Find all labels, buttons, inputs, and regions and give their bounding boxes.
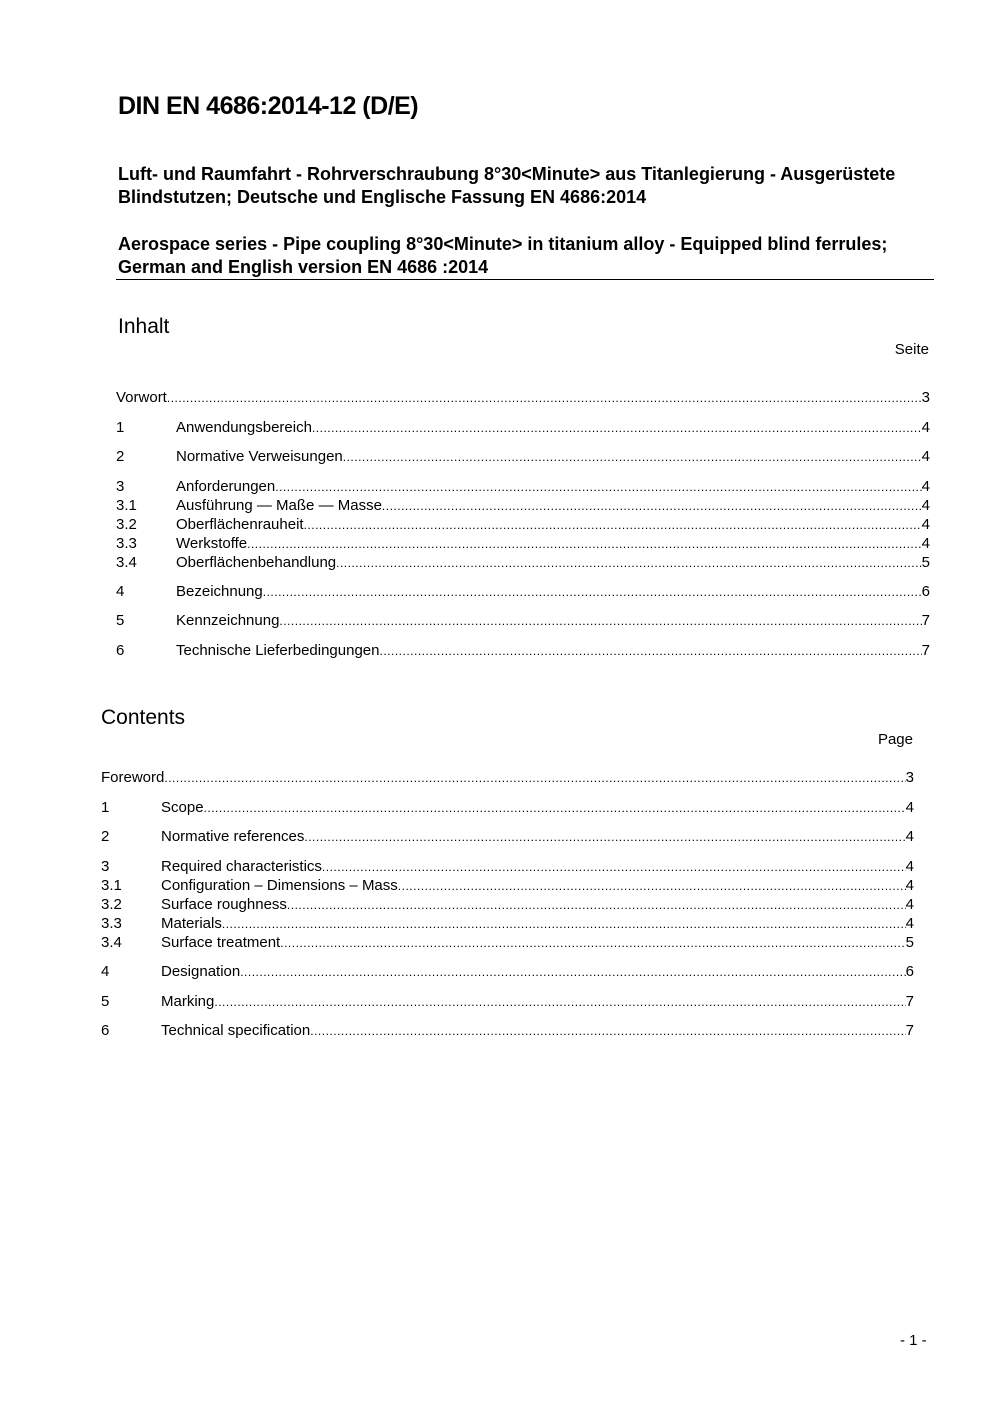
toc-entry-title: Technische Lieferbedingungen xyxy=(176,642,380,659)
toc-entry-title: Surface roughness xyxy=(161,896,287,913)
toc-entry-page: 7 xyxy=(905,993,914,1010)
toc-entry-title: Normative references xyxy=(161,828,305,845)
toc-entry-title: Anforderungen xyxy=(176,478,276,495)
toc-entry-page: 5 xyxy=(921,554,930,571)
toc-dot-leader xyxy=(382,496,922,516)
toc-entry-page: 4 xyxy=(905,858,914,875)
toc-dot-leader xyxy=(280,933,905,953)
toc-entry-number: 3.3 xyxy=(101,915,122,932)
toc-entry[interactable] xyxy=(101,857,914,877)
toc-entry-number: 3.1 xyxy=(101,877,122,894)
toc-de-page-label: Seite xyxy=(894,341,929,358)
english-subtitle: Aerospace series - Pipe coupling 8°30<Minute> in titanium alloy - Equipped blind ferrules; German and English version EN 4686 :2014 xyxy=(118,234,888,277)
toc-entry-number: 4 xyxy=(101,963,110,980)
toc-entry-title: Foreword xyxy=(101,769,165,786)
toc-entry[interactable] xyxy=(116,418,930,438)
toc-dot-leader xyxy=(312,418,922,438)
toc-entry[interactable] xyxy=(116,582,930,602)
toc-entry-title: Configuration – Dimensions – Mass xyxy=(161,877,398,894)
toc-entry-title: Designation xyxy=(161,963,241,980)
toc-dot-leader xyxy=(263,582,922,602)
toc-entry-title: Scope xyxy=(161,799,204,816)
german-subtitle: Luft- und Raumfahrt - Rohrverschraubung 8°30<Minute> aus Titanlegierung - Ausgerüstete Blindstutzen; Deutsche und Englische Fassung EN 4686:2014 xyxy=(118,164,896,207)
toc-dot-leader xyxy=(287,895,906,915)
footer-page-number: - 1 - xyxy=(900,1332,927,1349)
toc-entry[interactable] xyxy=(116,553,930,573)
title-divider xyxy=(116,279,934,280)
toc-dot-leader xyxy=(304,827,905,847)
toc-entry-title: Oberflächenrauheit xyxy=(176,516,304,533)
toc-dot-leader xyxy=(164,768,905,788)
toc-entry-number: 2 xyxy=(116,448,125,465)
toc-entry-page: 4 xyxy=(905,799,914,816)
toc-entry[interactable] xyxy=(116,496,930,516)
toc-entry-title: Vorwort xyxy=(116,389,167,406)
toc-entry[interactable] xyxy=(116,447,930,467)
toc-dot-leader xyxy=(240,962,905,982)
toc-dot-leader xyxy=(222,914,906,934)
toc-entry-page: 4 xyxy=(921,448,930,465)
toc-entry[interactable] xyxy=(101,827,914,847)
toc-entry[interactable] xyxy=(116,534,930,554)
toc-dot-leader xyxy=(343,447,922,467)
toc-entry-title: Marking xyxy=(161,993,215,1010)
toc-entry-page: 6 xyxy=(905,963,914,980)
toc-dot-leader xyxy=(279,611,921,631)
toc-dot-leader xyxy=(380,641,922,661)
toc-entry-title: Kennzeichnung xyxy=(176,612,280,629)
toc-entry-title: Anwendungsbereich xyxy=(176,419,312,436)
toc-entry-number: 1 xyxy=(116,419,125,436)
toc-entry-number: 3.2 xyxy=(116,516,137,533)
toc-entry-number: 3 xyxy=(101,858,110,875)
toc-en-heading: Contents xyxy=(101,706,186,729)
toc-dot-leader xyxy=(322,857,906,877)
toc-entry[interactable] xyxy=(116,611,930,631)
toc-entry-page: 4 xyxy=(905,877,914,894)
toc-entry[interactable] xyxy=(101,914,914,934)
toc-dot-leader xyxy=(398,876,906,896)
toc-entry-number: 3.4 xyxy=(101,934,122,951)
toc-entry-title: Werkstoffe xyxy=(176,535,248,552)
toc-dot-leader xyxy=(204,798,906,818)
toc-entry-number: 2 xyxy=(101,828,110,845)
toc-entry-title: Oberflächenbehandlung xyxy=(176,554,337,571)
toc-entry-number: 5 xyxy=(101,993,110,1010)
toc-entry[interactable] xyxy=(101,992,914,1012)
toc-dot-leader xyxy=(214,992,905,1012)
toc-entry-page: 7 xyxy=(921,642,930,659)
toc-entry[interactable] xyxy=(116,515,930,535)
toc-entry-page: 4 xyxy=(921,516,930,533)
toc-entry-number: 6 xyxy=(116,642,125,659)
toc-entry-title: Materials xyxy=(161,915,222,932)
toc-dot-leader xyxy=(336,553,922,573)
toc-entry-title: Ausführung — Maße — Masse xyxy=(176,497,382,514)
toc-entry-page: 7 xyxy=(921,612,930,629)
toc-entry-page: 4 xyxy=(905,828,914,845)
toc-entry-title: Normative Verweisungen xyxy=(176,448,343,465)
toc-entry-page: 3 xyxy=(921,389,930,406)
toc-en-page-label: Page xyxy=(877,731,913,748)
toc-entry-page: 4 xyxy=(921,497,930,514)
toc-entry-number: 3 xyxy=(116,478,125,495)
toc-entry-number: 6 xyxy=(101,1022,110,1039)
toc-entry-page: 4 xyxy=(921,535,930,552)
toc-entry-page: 7 xyxy=(905,1022,914,1039)
toc-entry[interactable] xyxy=(101,798,914,818)
toc-dot-leader xyxy=(167,388,922,408)
toc-entry-page: 6 xyxy=(921,583,930,600)
toc-entry[interactable] xyxy=(101,933,914,953)
toc-entry-title: Required characteristics xyxy=(161,858,322,875)
toc-entry[interactable] xyxy=(101,895,914,915)
toc-entry-number: 5 xyxy=(116,612,125,629)
toc-entry-title: Surface treatment xyxy=(161,934,281,951)
toc-entry[interactable] xyxy=(101,1021,914,1041)
toc-entry-number: 3.4 xyxy=(116,554,137,571)
document-title: DIN EN 4686:2014-12 (D/E) xyxy=(118,92,419,120)
toc-entry-number: 4 xyxy=(116,583,125,600)
toc-entry-page: 4 xyxy=(905,896,914,913)
toc-dot-leader xyxy=(247,534,922,554)
toc-dot-leader xyxy=(310,1021,905,1041)
toc-entry-number: 3.1 xyxy=(116,497,137,514)
toc-entry[interactable] xyxy=(116,388,930,408)
toc-entry-number: 3.2 xyxy=(101,896,122,913)
toc-entry-title: Technical specification xyxy=(161,1022,311,1039)
toc-de-heading: Inhalt xyxy=(118,315,170,338)
toc-dot-leader xyxy=(275,477,921,497)
toc-entry[interactable] xyxy=(101,962,914,982)
toc-entry[interactable] xyxy=(101,876,914,896)
toc-entry-page: 4 xyxy=(921,478,930,495)
toc-entry-number: 3.3 xyxy=(116,535,137,552)
toc-entry[interactable] xyxy=(116,641,930,661)
toc-entry-page: 4 xyxy=(905,915,914,932)
toc-entry-number: 1 xyxy=(101,799,110,816)
toc-dot-leader xyxy=(304,515,922,535)
toc-entry[interactable] xyxy=(116,477,930,497)
toc-entry-page: 3 xyxy=(905,769,914,786)
toc-entry[interactable] xyxy=(101,768,914,788)
toc-entry-title: Bezeichnung xyxy=(176,583,263,600)
toc-entry-page: 4 xyxy=(921,419,930,436)
toc-entry-page: 5 xyxy=(905,934,914,951)
